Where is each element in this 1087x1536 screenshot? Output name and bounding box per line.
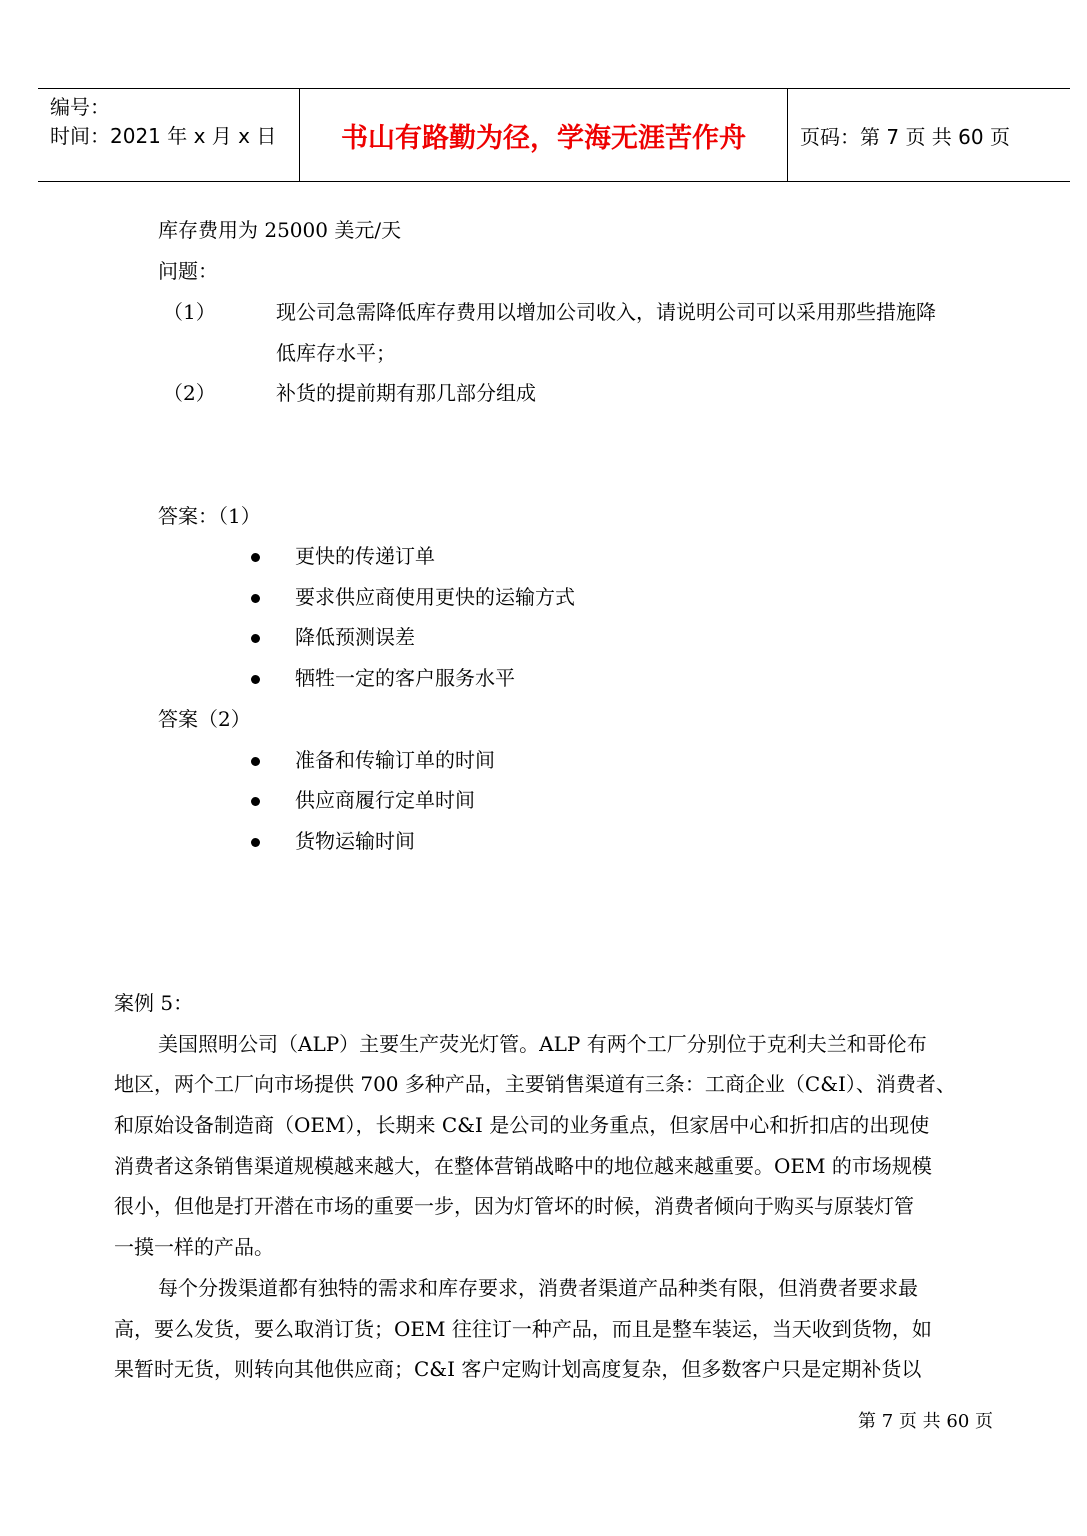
bullet-icon	[251, 838, 260, 847]
bullet-icon	[251, 675, 260, 684]
header-time-label: 时间：2021 年 x 月 x 日	[50, 124, 277, 148]
answer2-label: 答案（2）	[158, 707, 251, 731]
case-paragraph-line: 果暂时无货，则转向其他供应商；C&I 客户定购计划高度复杂，但多数客户只是定期补货以	[114, 1357, 922, 1381]
case-paragraph-line: 每个分拨渠道都有独特的需求和库存要求，消费者渠道产品种类有限，但消费者要求最	[158, 1276, 918, 1300]
answer-item: 准备和传输订单的时间	[295, 748, 495, 772]
case-paragraph-line: 一摸一样的产品。	[114, 1235, 274, 1259]
question-text: 补货的提前期有那几部分组成	[276, 381, 536, 405]
answer-item: 要求供应商使用更快的运输方式	[295, 585, 575, 609]
bullet-icon	[251, 797, 260, 806]
question-text: 现公司急需降低库存费用以增加公司收入，请说明公司可以采用那些措施降	[276, 300, 936, 324]
answer1-label: 答案：（1）	[158, 504, 261, 528]
bullet-icon	[251, 553, 260, 562]
answer-item: 更快的传递订单	[295, 544, 435, 568]
answer-item: 货物运输时间	[295, 829, 415, 853]
header-number-label: 编号：	[50, 95, 110, 119]
case-paragraph-line: 很小，但他是打开潜在市场的重要一步，因为灯管坏的时候，消费者倾向于购买与原装灯管	[114, 1194, 914, 1218]
page-header	[38, 88, 1070, 182]
header-divider	[787, 89, 788, 182]
answer-item: 供应商履行定单时间	[295, 788, 475, 812]
inventory-cost-line: 库存费用为 25000 美元/天	[158, 218, 402, 242]
case-label: 案例 5：	[114, 991, 194, 1015]
answer-item: 牺牲一定的客户服务水平	[295, 666, 515, 690]
question-text: 低库存水平；	[276, 341, 396, 365]
case-paragraph-line: 消费者这条销售渠道规模越来越大，在整体营销战略中的地位越来越重要。OEM 的市场规模	[114, 1154, 932, 1178]
answer-item: 降低预测误差	[295, 625, 415, 649]
case-paragraph-line: 和原始设备制造商（OEM），长期来 C&I 是公司的业务重点，但家居中心和折扣店的出现使	[114, 1113, 930, 1137]
case-paragraph-line: 地区，两个工厂向市场提供 700 多种产品，主要销售渠道有三条：工商企业（C&I）、消费者、	[114, 1072, 956, 1096]
header-meta	[50, 93, 276, 151]
bullet-icon	[251, 757, 260, 766]
header-page-info: 页码：第 7 页 共 60 页	[800, 125, 1010, 149]
case-paragraph-line: 高，要么发货，要么取消订货；OEM 往往订一种产品，而且是整车装运，当天收到货物，如	[114, 1317, 932, 1341]
questions-label: 问题：	[158, 259, 218, 283]
question-number: （2）	[163, 381, 216, 405]
header-motto: 书山有路勤为径，学海无涯苦作舟	[341, 123, 746, 154]
question-number: （1）	[163, 300, 216, 324]
case-paragraph-line: 美国照明公司（ALP）主要生产荧光灯管。ALP 有两个工厂分别位于克利夫兰和哥伦布	[158, 1032, 927, 1056]
bullet-icon	[251, 594, 260, 603]
page-footer: 第 7 页 共 60 页	[858, 1411, 993, 1432]
bullet-icon	[251, 634, 260, 643]
